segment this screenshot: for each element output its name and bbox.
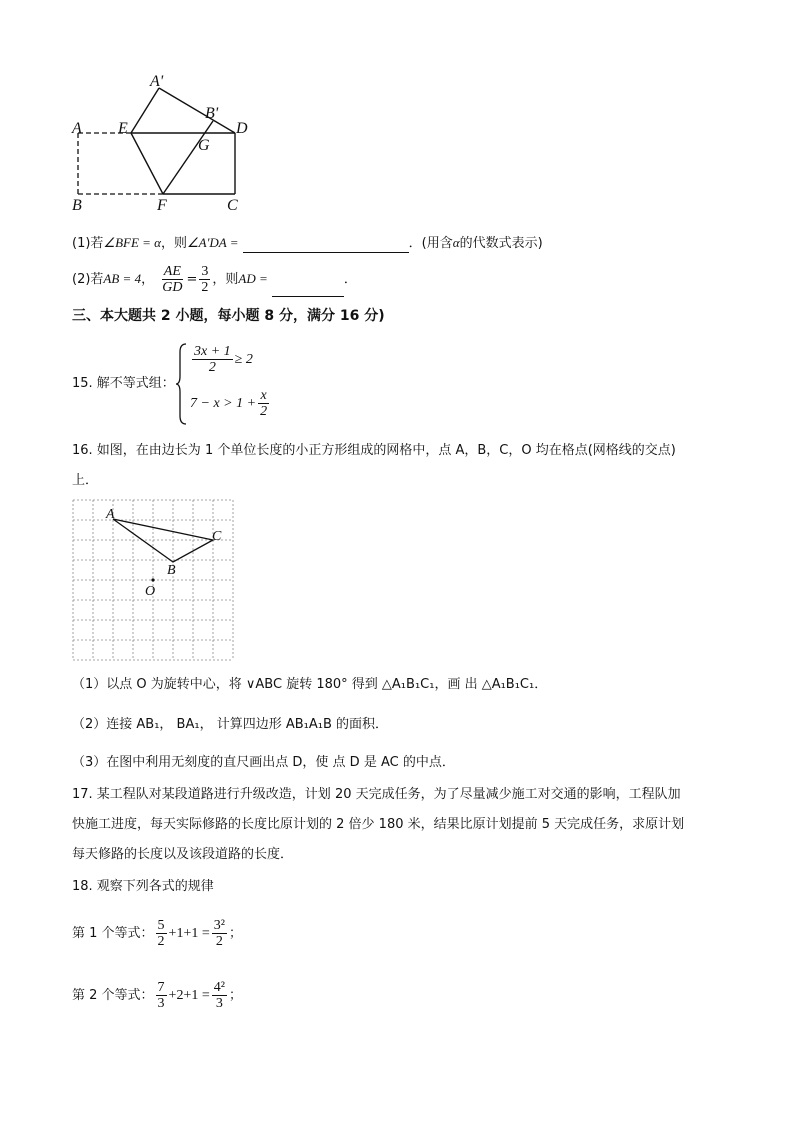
answer-blank-2[interactable] [272, 282, 344, 297]
q18-equation-1: 第 1 个等式： $\frac{5}{2}$ +1+1 = $\frac{\text{3²}}{2}$ ； [72, 918, 242, 949]
edge-ea-prime [131, 88, 159, 133]
brace-icon [176, 342, 188, 426]
edge-a-prime-d [159, 88, 235, 133]
inequality-2: 7 − x > 1 + $\frac{x}{2}$ [190, 388, 268, 419]
q16-part3: （3）在图中利用无刻度的直尺画出点 D，使 点 D 是 AC 的中点． [72, 755, 455, 770]
label-c: C [227, 197, 238, 214]
point-o [151, 578, 154, 581]
inequality-1: $\frac{3x + 1}{2}$ ≥ 2 [194, 344, 253, 375]
q16-part2: （2）连接 AB₁， BA₁， 计算四边形 AB₁A₁B 的面积． [72, 717, 389, 732]
q16-line1: 16. 如图，在由边长为 1 个单位长度的小正方形组成的网格中，点 A，B，C，O 均在格点(网格线的交点) [72, 443, 676, 458]
label-a: A [72, 120, 82, 137]
grid-label-c: C [212, 529, 222, 544]
fold-line-ef [131, 133, 163, 194]
q17-line1: 17. 某工程队对某段道路进行升级改造，计划 20 天完成任务，为了尽量减少施工对交通的影响，工程队加 [72, 787, 681, 802]
label-g: G [198, 137, 210, 154]
label-e: E [118, 120, 128, 137]
grid-figure [70, 498, 238, 663]
label-b: B [72, 197, 82, 214]
q16-line2: 上． [72, 473, 99, 488]
label-f: F [157, 197, 167, 214]
grid-label-b: B [167, 563, 176, 578]
grid-label-a: A [106, 507, 115, 522]
label-a-prime: A' [150, 73, 164, 90]
edge-f-b-prime [163, 121, 213, 194]
q14-part1: (1)若∠BFE = α，则∠A'DA = ．(用含α的代数式表示) [72, 235, 543, 251]
triangle-abc [113, 519, 213, 562]
fraction-ae-gd: $\frac{AE}{GD}$ [162, 264, 183, 295]
q14-part2: (2)若AB = 4， $\frac{AE}{GD}$ = $\frac{3}{2}$ ，则AD = ． [72, 264, 357, 295]
section-3-heading: 三、本大题共 2 小题，每小题 8 分，满分 16 分) [72, 308, 385, 324]
folding-figure [60, 62, 270, 222]
grid-label-o: O [145, 584, 156, 599]
label-d: D [236, 120, 248, 137]
q18-equation-2: 第 2 个等式： $\frac{7}{3}$ +2+1 = $\frac{\text{4²}}{3}$ ； [72, 980, 242, 1011]
q17-line3: 每天修路的长度以及该段道路的长度． [72, 847, 294, 862]
q16-part1: （1）以点 O 为旋转中心，将 ∨ABC 旋转 180° 得到 △A₁B₁C₁，画 出 △A₁B₁C₁． [72, 677, 548, 692]
q18-label: 18. 观察下列各式的规律 [72, 879, 214, 894]
label-b-prime: B' [205, 105, 219, 122]
q17-line2: 快施工进度，每天实际修路的长度比原计划的 2 倍少 180 米，结果比原计划提前 5 天完成任务，求原计划 [72, 817, 685, 832]
answer-blank-1[interactable] [243, 238, 409, 253]
q15-label: 15. 解不等式组： [72, 376, 175, 391]
fraction-3-2: $\frac{3}{2}$ [201, 264, 209, 295]
